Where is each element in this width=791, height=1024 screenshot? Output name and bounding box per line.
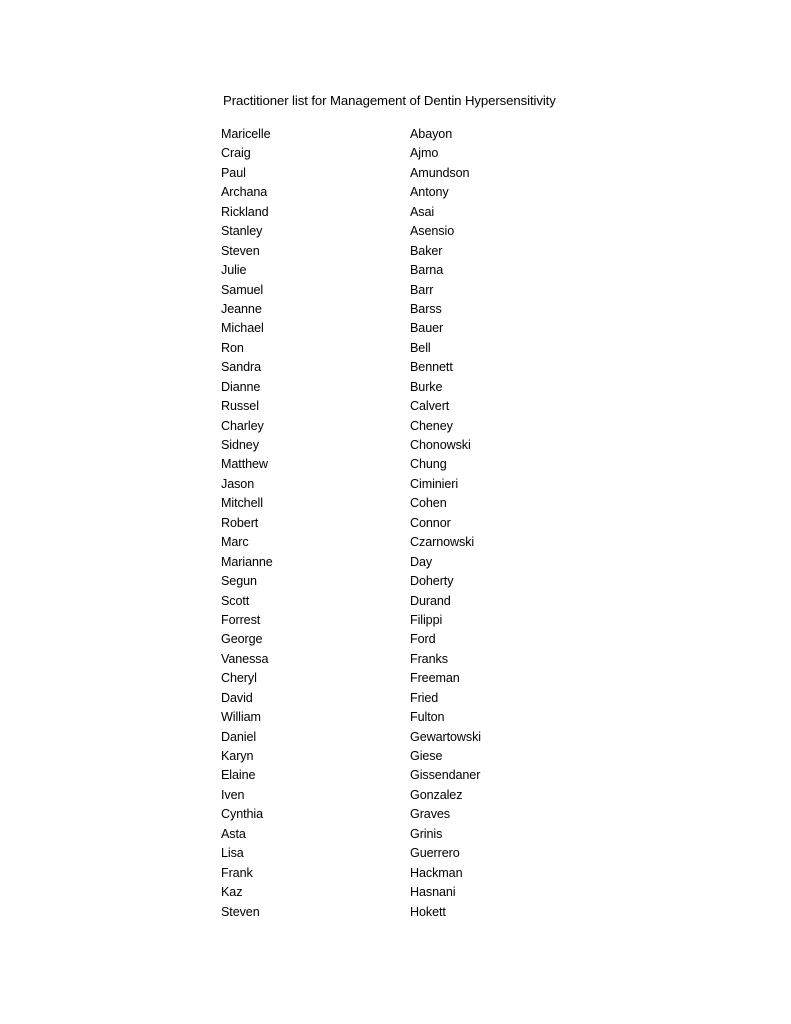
first-name: Julie [221,263,247,278]
first-name: Forrest [221,612,261,627]
last-name: Cheney [410,418,453,433]
first-name: Lisa [221,846,244,861]
first-name: Mitchell [221,496,263,511]
last-name: Barss [410,301,442,316]
last-name: Gonzalez [410,787,463,802]
first-name: Marianne [221,554,273,569]
last-name: Burke [410,379,443,394]
last-name: Filippi [410,612,443,627]
last-name: Calvert [410,399,450,414]
last-name: Bauer [410,321,444,336]
first-name: Steven [221,904,260,919]
last-name: Freeman [410,671,460,686]
last-name: Day [410,554,433,569]
first-name: William [221,710,261,725]
first-name: Archana [221,185,268,200]
last-name: Asensio [410,224,455,239]
last-name: Doherty [410,574,454,589]
last-name: Hasnani [410,885,456,900]
first-name: Craig [221,146,251,161]
first-name: Frank [221,865,253,880]
first-name: Daniel [221,729,257,744]
last-name: Connor [410,515,451,530]
first-name: Steven [221,243,260,258]
first-name: Marc [221,535,249,550]
last-name: Giese [410,749,443,763]
last-name: Fulton [410,710,445,725]
last-name: Durand [410,593,451,608]
first-name: Karyn [221,749,254,763]
first-name: Sandra [221,360,262,375]
first-name: Michael [221,321,264,336]
first-name: Cynthia [221,807,264,822]
last-name: Bennett [410,360,453,375]
last-name: Barna [410,263,444,278]
first-name: Sidney [221,438,259,452]
first-name: David [221,690,253,705]
last-name: Fried [410,690,439,705]
last-name: Antony [410,185,449,200]
last-name: Gewartowski [410,729,481,744]
first-name: Cheryl [221,671,257,686]
first-name: Stanley [221,224,263,239]
first-name: Segun [221,574,257,589]
first-name: Russel [221,399,259,414]
last-name: Guerrero [410,846,460,861]
first-name: Matthew [221,457,268,472]
last-name: Chung [410,457,447,472]
last-name: Cohen [410,496,447,511]
first-name: Charley [221,418,264,433]
last-name: Amundson [410,165,470,180]
first-name: Paul [221,165,246,180]
last-name: Bell [410,340,431,355]
first-name: Vanessa [221,651,269,666]
last-name: Barr [410,282,434,297]
last-name: Ajmo [410,146,439,161]
last-name: Grinis [410,826,443,841]
last-name: Franks [410,651,448,666]
first-name: Ron [221,340,244,355]
last-name: Hokett [410,904,446,919]
first-name: Elaine [221,768,256,783]
first-name: Scott [221,593,250,608]
document-title: Practitioner list for Management of Dentin Hypersensitivity [223,93,556,108]
first-name: Maricelle [221,127,271,141]
last-name: Gissendaner [410,768,481,783]
last-name: Baker [410,243,443,258]
first-name: Dianne [221,379,261,394]
last-name: Ciminieri [410,476,459,491]
last-name: Czarnowski [410,535,475,550]
first-name: Samuel [221,282,264,297]
last-name: Graves [410,807,450,822]
first-name: Kaz [221,885,243,900]
first-name: Iven [221,787,245,802]
first-name: George [221,632,263,647]
last-name: Hackman [410,865,463,880]
first-name: Jason [221,476,255,491]
last-name: Abayon [410,127,453,141]
first-name: Rickland [221,204,269,219]
first-name: Robert [221,515,259,530]
last-name: Ford [410,632,436,647]
last-name: Chonowski [410,438,471,452]
first-name: Asta [221,826,246,841]
first-name: Jeanne [221,301,262,316]
last-name: Asai [410,204,435,219]
